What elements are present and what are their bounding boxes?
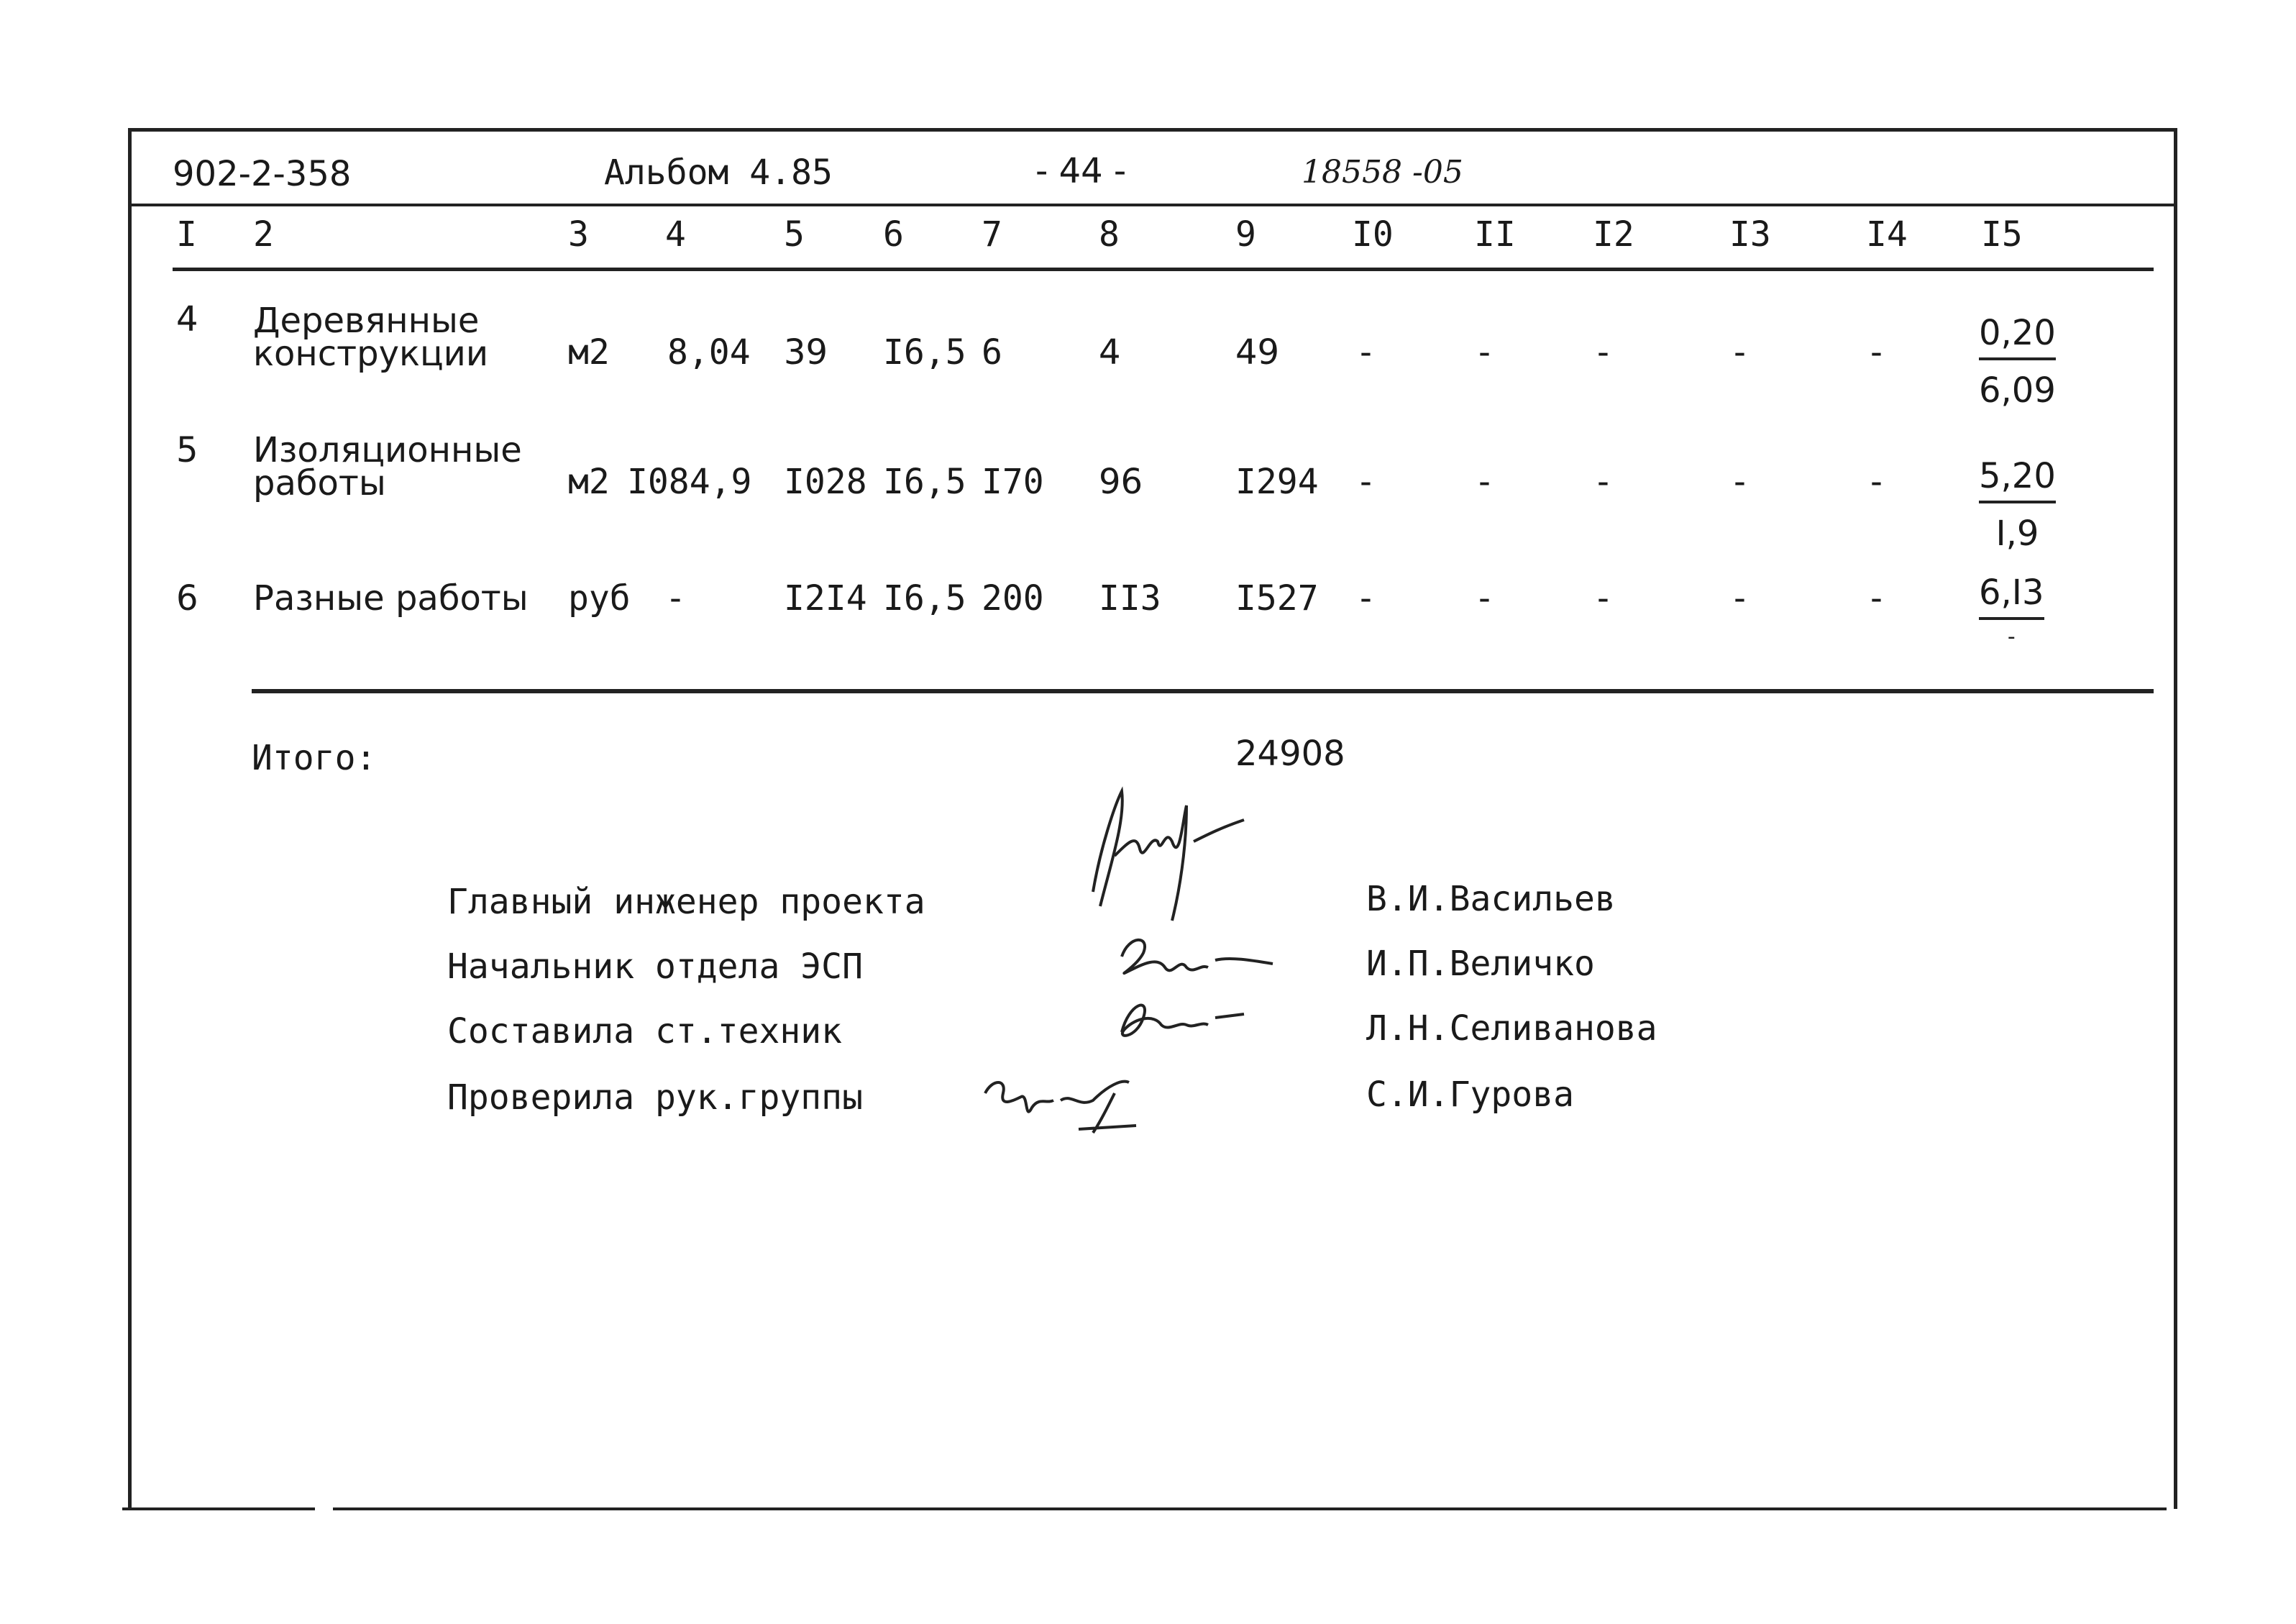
row-cell: II3 xyxy=(1099,578,1161,619)
row-cell: I527 xyxy=(1235,578,1319,619)
signature-role: Начальник отдела ЭСП xyxy=(447,946,863,987)
row-cell: I6,5 xyxy=(883,332,966,373)
row-number: 5 xyxy=(176,430,198,470)
signature-name: Л.Н.Селиванова xyxy=(1366,1008,1657,1049)
handwritten-signature xyxy=(1071,777,1258,935)
row-cell: 39 xyxy=(784,332,828,373)
row-cell: I028 xyxy=(784,462,867,502)
fraction-top: 6,I3 xyxy=(1979,572,2044,620)
row-cell: - xyxy=(1729,332,1750,373)
album-label: Альбом 4.85 xyxy=(604,152,833,193)
row-cell: - xyxy=(665,578,686,619)
col-header: 4 xyxy=(665,214,686,255)
row-cell: - xyxy=(1593,462,1614,502)
row-fraction xyxy=(1979,572,2044,649)
row-unit: м2 xyxy=(568,332,610,373)
row-name: Изоляционные xyxy=(253,430,522,470)
signature-role: Составила ст.техник xyxy=(447,1011,843,1052)
col-header: I xyxy=(176,214,197,255)
col-header: 8 xyxy=(1099,214,1120,255)
col-header: 9 xyxy=(1235,214,1256,255)
row-cell: - xyxy=(1593,332,1614,373)
row-cell: - xyxy=(1355,462,1376,502)
row-cell: 96 xyxy=(1099,462,1143,502)
row-cell: - xyxy=(1866,578,1887,619)
row-unit: руб xyxy=(568,578,631,619)
col-header: 2 xyxy=(253,214,274,255)
row-cell: - xyxy=(1355,578,1376,619)
row-cell: 6 xyxy=(982,332,1002,373)
signature-role: Главный инженер проекта xyxy=(447,882,925,922)
col-header: 6 xyxy=(883,214,904,255)
row-cell: - xyxy=(1593,578,1614,619)
total-value: 24908 xyxy=(1235,734,1345,774)
fraction-bottom: - xyxy=(2007,624,2016,649)
total-label: Итого: xyxy=(252,738,377,778)
handwritten-signature xyxy=(1100,989,1258,1054)
row-unit: м2 xyxy=(568,462,610,502)
row-cell: I70 xyxy=(982,462,1044,502)
row-name: работы xyxy=(253,463,386,503)
bottom-rule-right xyxy=(333,1507,2167,1510)
row-cell: 4 xyxy=(1099,332,1121,373)
row-cell: I084,9 xyxy=(627,462,752,502)
fraction-bottom: 6,09 xyxy=(1979,370,2056,411)
row-cell: - xyxy=(1729,462,1750,502)
row-cell: - xyxy=(1474,578,1495,619)
col-header: 5 xyxy=(784,214,805,255)
document-code: 902-2-358 xyxy=(173,154,352,194)
row-cell: - xyxy=(1474,332,1495,373)
col-header: II xyxy=(1474,214,1516,255)
row-name: Разные работы xyxy=(253,578,529,619)
handwritten-signature xyxy=(971,1064,1158,1144)
handwritten-signature xyxy=(1107,928,1280,993)
row-cell: - xyxy=(1866,332,1887,373)
inventory-number: 18558 -05 xyxy=(1302,154,1463,191)
col-header: I4 xyxy=(1866,214,1908,255)
col-header: I2 xyxy=(1593,214,1634,255)
signature-role: Проверила рук.группы xyxy=(447,1077,863,1118)
signature-name: И.П.Величко xyxy=(1366,944,1595,984)
row-cell: - xyxy=(1474,462,1495,502)
col-header: I0 xyxy=(1352,214,1394,255)
row-number: 6 xyxy=(176,578,198,619)
table-bottom-rule xyxy=(252,689,2154,693)
header-rule xyxy=(132,204,2177,206)
row-cell: - xyxy=(1866,462,1887,502)
col-header: 3 xyxy=(568,214,589,255)
row-cell: I6,5 xyxy=(883,578,966,619)
fraction-top: 0,20 xyxy=(1979,313,2056,360)
signature-name: В.И.Васильев xyxy=(1366,879,1616,919)
row-cell: I294 xyxy=(1235,462,1319,502)
col-header: I5 xyxy=(1981,214,2023,255)
row-cell: - xyxy=(1729,578,1750,619)
page-number: - 44 - xyxy=(1035,151,1127,191)
col-header: 7 xyxy=(982,214,1002,255)
bottom-rule-left xyxy=(122,1507,315,1510)
fraction-top: 5,20 xyxy=(1979,456,2056,503)
column-header-rule xyxy=(173,268,2154,271)
row-name: конструкции xyxy=(253,334,489,374)
row-cell: 200 xyxy=(982,578,1044,619)
row-name: Деревянные xyxy=(253,301,480,341)
row-fraction xyxy=(1979,313,2056,411)
row-number: 4 xyxy=(176,299,198,339)
row-cell: - xyxy=(1355,332,1376,373)
signature-name: С.И.Гурова xyxy=(1366,1075,1574,1115)
row-cell: 49 xyxy=(1235,332,1280,373)
row-cell: I2I4 xyxy=(784,578,867,619)
row-cell: I6,5 xyxy=(883,462,966,502)
row-fraction xyxy=(1979,456,2056,554)
fraction-bottom: I,9 xyxy=(1995,514,2039,554)
row-cell: 8,04 xyxy=(667,332,751,373)
col-header: I3 xyxy=(1729,214,1771,255)
